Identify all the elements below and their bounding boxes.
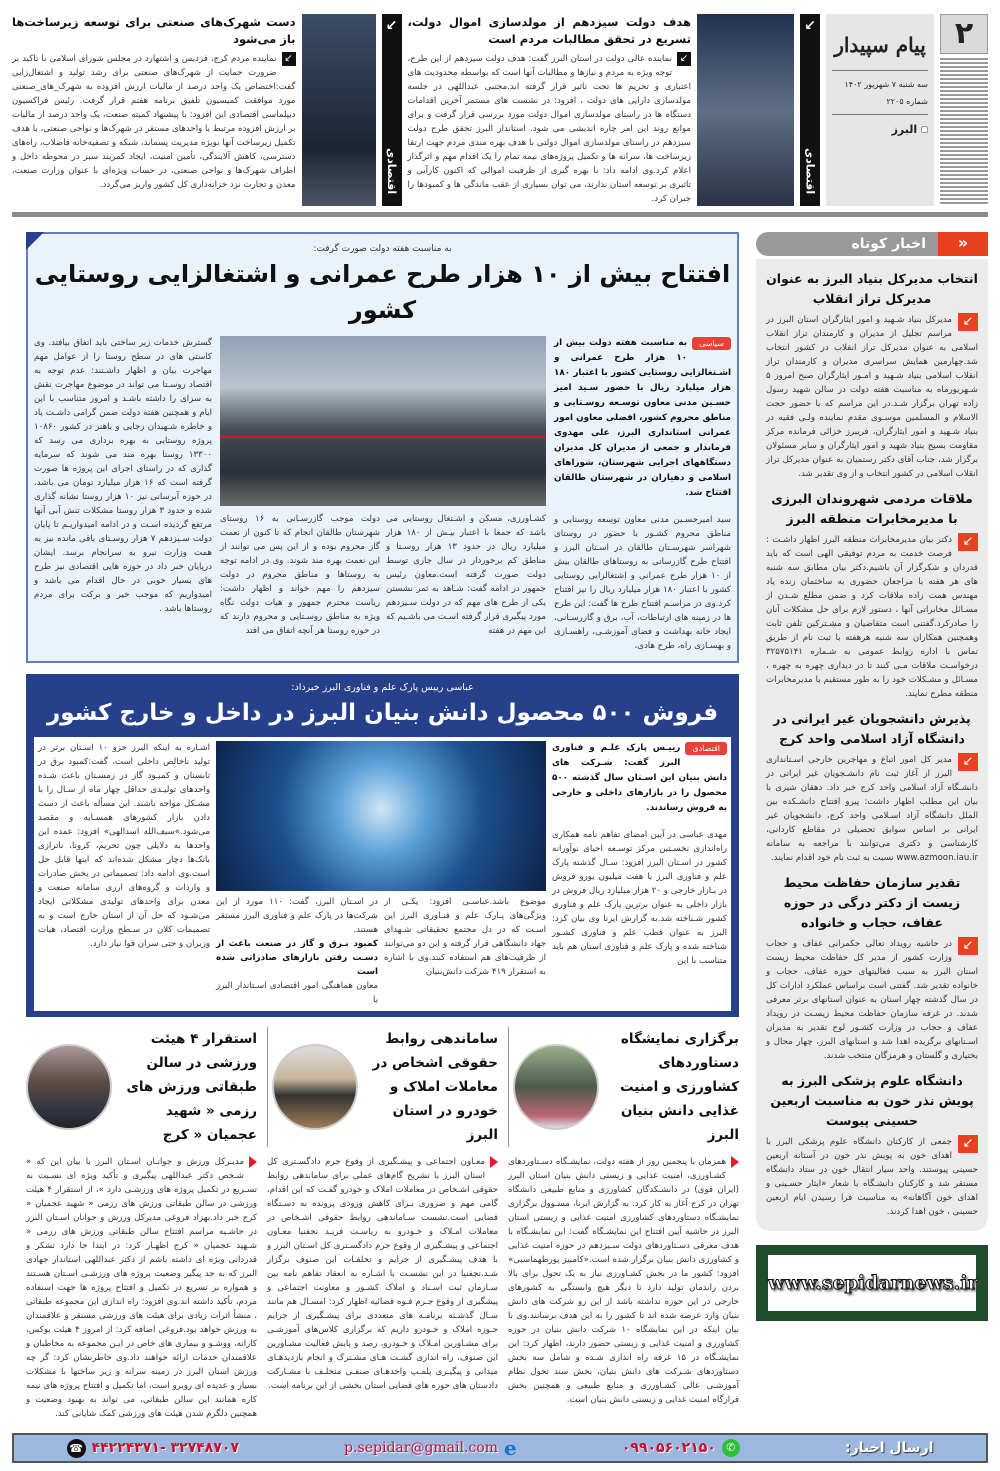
triangle-icon [249,1156,257,1168]
short-news-header: « اخبار کوتاه [756,232,988,256]
lead-column: سیاسی به مناسبت هفته دولت بیش از ۱۰ هزار طرح عمرانی و اشـتغالزایی روستایی کشور با اعتبار ۱۸۰ هزار میلیارد ریال با حضور سـید امیر حسـین مدنی معاون توسـعه روسـتایی و مناطق محروم کشور، افضلی معاون امور عمرانی استانداری البرز، علی مهدوی فرماندار و جمعی از مدیران کل مدیران دستگاههای اجرایی شهرستان، شوراهای اسلامی و دهیاران در شهرستان طالقان افتتاح شد. سید امیرحسـین مدنی معاون توسعه روستایی و مناطق محروم کشـور با حضور در روستای شهراسر شهرسـتان طالقان در اسـتان البرز و افتتاح طرح گازرسانی به روستاهای طالقان بیش از ۱۰ هزار طرح عمرانی و اشتغالزایی روستایی کشور با اعتبار ۱۸۰ هزار میلیارد ریال را نیز افتتاح کرد.وی در مراسـم افتتاح طرح ها گفت: این طرح ها در زمینه های ارتباطات، آب، برق و گازرسـانی، ایجاد خانه بهداشت و فضای آموزشـی، راهسـازی و بهسـازی راه، طرح هادی، [554,338,731,651]
section-tab: ↙ اقتصادی [382,14,402,206]
kicker: به مناسبت هفته دولت صورت گرفت: [313,244,452,254]
story-photo-circle [26,1044,112,1130]
main-story [26,232,739,663]
masthead [826,14,934,206]
section-tab: ↙ اقتصادی [800,14,820,206]
main-area [12,232,988,1421]
region: البرز [891,123,918,136]
bottom-story: ساماندهی روابط حقوقی اشخاص در معاملات املاک و خودرو در استان البرز معـاون اجتماعی و پیشـگیری از وقوع جرم دادگسـتری کل استان البرز با تشریح گام‌های عملی برای ساماندهی روابط حقوقی اشـخاص در معاملات املاک و خودرو گفـت که این اقدام، گامی مهم و ضروری بـرای کاهش ورودی پرونده به دسـتگاه قضایی است.نشست سـاماندهی روابط حقوقی اشـخاص در معاملات امـلاک و خـودرو به ریاسـت فریـد نجفنیا معـاون اجتماعی و پیشـگیری از وقوع جرم دادگسـتری کل اسـتان البرز و با هدف پیشـگیری از جرایم و تخلفـات این صنوف برگزار شـد.نجفنیا در این نشسـت با اشـاره به انعقاد تفاهم نامه بین سـازمان ثبت اسـناد و املاک کشـور و معاونت اجتماعی و پیشگیری از وقوع جـرم قـوه قضائیه اظهار کرد: امسـال هم مانند سـال گذشـته برنامـه های متعددی برای پیشـگیری از جرایم حـوزه املاک و خـودرو داریم که برگزاری کلاس‌های آموزشـی برای مشـاورین امـلاک و خـودرو، رصد و پایش فعالیت مشـاورین این صنوف، راه اندازی گشـت هـای مشـترک و انجام بازدیدهـای میدانی و پیگیـری پلمـپ واحدهـای صنفـی متخلـف با مشـارکت دادستان های حوزه های قضایی استان بخشی از این برنامه است. [267,1027,498,1421]
arrow-icon: ↙ [677,52,691,66]
arrow-icon: ↙ [282,52,296,66]
top-story-2: دست شهرک‌های صنعتی برای توسعه زیرساخت‌ها باز می‌شود ↙ نماینده مردم کرج، فردیس و اشتهارد در مجلس شورای اسلامی با تاکید بر ضرورت حمایت از شهرک‌های صنعتی برای رشد تولید و اشتغال‌زایی گفت:اختصاص یک واحد درصد از مالیات ارزش افزوده به شهرک_های_صنعتی مورد موافقت کمیسیون تلفیق برنامه هفتم قرار گرفت. رئیس فراکسیون دیپلماسی اقتصادی این افزود: با پیشنهاد کمیته صنعت، یک واحد درصد از مالیات بر ارزش افزوده مرتبط با واحدهای مستقر در شهرک‌ها و نواحی صنعتی، با هدف تکمیل زیرساخت آنها بویژه مدیریت پسماند، شبکه و تصفیه‌خانه فاضلاب، راه‌های دسترسی، کاهش آلایندگی، تأمین امنیت، ایجاد کمربند سبز در محوطه داخل و اطراف شهرک‌ها و نواحی صنعتی، در حساب ویژه‌ای با عنوان وزارت صنعت، معدن و تجارت نزد خزانه‌داری کل کشور واریز می‌گردد. [12,15,296,190]
category-badge: سیاسی [692,337,731,350]
whatsapp-number[interactable]: ۰۹۹۰۵۶۰۲۱۵۰ [621,1440,716,1456]
footer-label: ارسال اخبار: [845,1440,934,1456]
short-news-item: پذیرش دانشجویان غیر ایرانی در دانشگاه آزاد اسلامی واحد کرج ↙ مدیر کل امور اتباع و مهاجرین خارجی اسـتانداری البرز از آغاز ثبت نام دانشـجویان غیر ایرانی در دانشـگاه آزاد اسلامی واحد کرج خبر داد. دهقان شیری با بیان این مطلب اظهار داشت: پیرو افتتاح دانشـکده بین الملل دانشگاه آزاد اسـلامی واحد کرج، دانشجویان غیر ایرانی بر اساس سوابق تحصیلی در مقاطع کاردانی، کارشناسی و دکتری می‌توانند با مراجعه به سامانه www.azmoon.iau.ir نسبت به ثبت نام خود اقدام نمایند. [766,711,978,863]
column: کشـاورزی، مسکن و اشـتغال روستایی می باشد که جمعا با اعتبار بیـش از ۱۸۰ هزار میلیارد ریال در حدود ۱۳ هزار روسـتا و مناطق کم برخوردار در سال جاری توسط دولت صورت گرفته است.معاون رئیس جمهور در ادامه گفت: شـاهد به ثمر نشستن یکی از طرح های مهم که در دولت سـیزدهم مورد پیگیری قرار گرفته اسـت می باشـیم که این مهم در هفته [386,514,546,636]
chevrons-left-icon: « [938,232,988,256]
headline: افتتاح بیش از ۱۰ هزار طرح عمرانی و اشتغالزایی روستایی کشور [34,260,731,324]
content-column [26,232,739,1421]
arrow-icon: ↙ [958,753,978,771]
main-photo [220,336,546,506]
issue-date: سه شنبه ۷ شهریور ۱۴۰۲ [844,80,928,89]
science-photo [216,741,546,891]
column: موضوع باشد.عباسـی افزود: یکـی از ویژگی‌های پـارک علم و فنـاوری البرز این اسـت که در دل مجتمع تحقیقاتی شـهدای جهاد دانشگاهی قرار گرفته و این دو می‌توانند از ظرفیت‌های هم استفاده کنند.وی با اشاره به استقرار ۴۱۹ شرکت دانش‌بنیان [384,897,546,977]
column: در اسـتان البرز، گفت: ۱۱۰ مورد از این شرکت‌ها در پارک علم و فناوری البرز مستقر هستند. کمبود بـرق و گاز در صنعت باعث از دسـت رفتن بازارهای صادراتی شده است معاون هماهنگی امور اقتصادی اسـتاندار البرز با [216,897,378,1005]
headline: ساماندهی روابط حقوقی اشخاص در معاملات املاک و خودرو در استان البرز [372,1031,498,1143]
top-strip [12,0,988,206]
triangle-icon [731,1156,739,1168]
column: دولت موجب گازرسـانی به ۱۶ روستای شهرستان طالقان انجام که تا کنون از نعمت گاز محروم بوده و از این پس می توانند از این نعمت بهره مند شوند. وی در ادامه توجه به روستاها و مناطق محروم در دولت سیزدهم را مهم خواند و اظهار داشت: ریاست محترم جمهور و هیات دولت نگاه ویژه به مناطق روسـتایی و محروم دارند که در حوزه روستا هر آنچه اتفاق می افتد [220,514,381,636]
story-photo [697,14,794,206]
story-photo-circle [513,1044,599,1130]
whatsapp-icon: ✆ [722,1439,740,1457]
column: اشـاره به اینکه البرز جزو ۱۰ اسـتان برتر در تولید ناخالص داخلی است، گفت:کمبود برق در تابستان و کمبـود گاز در زمسـتان باعث شـده واحدهای تولیـدی حداقل چهار ماه از سـال را با مشـکل مواجه باشند. این مسأله باعث از دست دادن بازار کشورهای همسـایه و مقصد می‌شود.»سیف‌الله اسدالهی» افزود: عمده این واحدها به دلایلی چون تحریم، کرونا، ناترازی بانک‌ها دچار مشکل شده‌اند که اینها قابل حل است.وی ادامه داد: تصمیماتی در بخش صادرات و واردات و گروه‌های ارزی سامانه صنعت و معدن برای واحدهای تولیدی مشکلاتی ایجاد می‌شـود که حل آن از استان خارج است و به تصمیمات کلان در سـطح وزارت اقتصاد، هیات وزیران و حتی سران قوا نیاز دارد. [38,743,210,949]
corner-decoration [26,232,44,250]
headline: برگزاری نمایشگاه دستاوردهای کشاورزی و امنیت غذایی دانش بنیان البرز [619,1031,739,1143]
divider [12,212,988,217]
arrow-icon: ↙ [958,1135,978,1153]
issue-number: شماره ۲۲۰۵ [832,96,928,115]
email-link[interactable]: p.sepidar@gmail.com [344,1440,498,1456]
ribbon [220,436,546,438]
arrow-icon: ↙ [958,313,978,331]
subheading: کمبود بـرق و گاز در صنعت باعث از دسـت رفتن بازارهای صادراتی شده است [216,939,378,977]
striped-decoration [940,58,988,206]
phone-numbers[interactable]: ۳۲۷۴۸۷۰۷ -۴۴۲۲۴۳۷۱ [91,1440,239,1456]
short-news-item: ملاقات مردمی شهروندان البرزی با مدیرمخابرات منطقه البرز ↙ دکتر بیان مدیرمخابرات منطقه البرز اظهار داشـت : فرصت خدمت به مردم توفیقی الهی است که باید قدردان و شکرگزار آن باشیم.دکتر بیان مطابق سه شنبه های هر هفته با مراجعان حضوری به ساختمان زنده یاد مهندس همت زاده ملاقات کرد و ضمن مطلع شـدن از مسـائل مخابراتی آنها ، دستور لازم برای حل مشکلات آنان را صادرکرد.گفتنی است متقاضیان و مشـترکین تلفن ثابت وهمچنین همکاران سه شنبه هرهفته با ثبت نام از طریق تماس با اداره روابط عمومی به شـماره ۳۲۵۷۵۱۴۱ درخواسـت ملاقات مـی کنند تا در دیداری چهره به چهره ، مسـائل و مشـکلات خود را به طور مستقیم با مدیرمخابرات منطقه مطرح نمایند. [766,491,978,699]
lead-column: اقتصادی رییـس پارک علـم و فناوری البرز گفت: شـرکت های دانش بنیان این اسـتان سال گذشته ۵۰۰ محصول را در بازارهای داخلی و خارجی به فروش رساندند. مهدی عباسی در آیین امضای تفاهم نامه همکاری راه‌اندازی نخسـتین مرکز توسـعه احیای نوآورانه کشور در اسـتان البرز افزود: سـال گذشته پارک علم و فناوری البرز با هفت میلیون یورو فروش در بـازار خارجی و ۲۰ هزار میلیارد ریال فروش در بازار داخلی به عنوان برترین پارک علم و فناوری کشور شـناخته شد.به گزارش ایرنا وی بیان کرد: البرز به عنوان قطب علم و فناوری کشـور شناخته شده و پارک علم و فناوری استان هم باید متناسب با این [552,743,728,966]
short-news-item: تقدیر سازمان حفاظت محیط زیست از دکتر درگی در حوزه عفاف، حجاب و خانواده ↙ در حاشیه رویداد تعالی حکمرانی عفاف و حجاب وزارت کشور از مدیر کل حفاظت محیط زیست استان البرز به سبب فعالیتهای حوزه عفاف، حجاب و خانواده تقدیر شد. گفتنی است براساس عملکرد ادارات کل در سال گذشته چهار استان به عنوان استانهای برتر معرفی شدند. در غرفه سازمان حفاظت محیط زیسـت در رویداد عفاف و حجاب در وزارت کشـور لوح تقدیر به مدیران اسـتانهای برگزیده اهدا شد و استانهای البرز، چهار محال و بختیاری و گلستان و هرمزگان منتخب شدند. [766,875,978,1061]
arrow-icon: ↙ [958,937,978,955]
top-story-1: هدف دولت سیزدهم از مولدسازی اموال دولت، تسریع در تحقق مطالبات مردم است ↙ نماینده عالی دولت در استان البرز گفت: هدف دولت سیزدهم از این طرح، توجه ویژه به مردم و نیازها و مطالبات آنها است که بواسطه محدودیت های اعتباری و تحریم ها تحت تاثیر قرار گرفته اند.مجتبی عبداللهی در جلسه مولدسازی دارایی های دولت ، افزود: در نشست های مستمر آخرین اقدامات دستگاه ها در راستای مولدسازی اموال دولت مورد بررسی قرار گرفت و برای موانع روند این امر چاره اندیشی می شود. استاندار البرز تحقق طرح دولت سیزدهم در راستای مولدسازی اموال دولتی با هدف بهره مندی مردم جهت ارتقا زیرساخت ها، سرانه ها و تکمیل پروژه‌های نیمه تمام را یک اقدام مهم و اثرگذار اعلام کرد.وی ادامه داد: با بهره گیری از ظرفیت اموالی که اکنون کارآیی و تاثیری بر توسعه استان ندارند، می توان بسیاری از عقب ماندگی ها و کمبودها را جبران کرد. [407,15,691,204]
column: گسترش خدمات زیر ساختی باید اتفاق بیافتد. وی کاستی های در سطح روستا را از عوامل مهم مهاجرت بیان و اظهار داشـتند: عدم توجه به اقتصاد روسـتا می تواند در موضوع مهاجرت نقش به سزای را داشته باشـد و امروز متناسب با این ایام و همچنین هفته دولت ضمن گرامی داشـت یاد و خاطره شـهیدان رجایی و باهنر در کشور ۱۰۸۶۰ پروژه روستایی به بهره برداری می رسد که ۱۳۳۰۰ روستا بهره مند می شوند که سرمایه گذاری که در راستای اجرای این پروژه ها صورت گرفته است که ۱۶ هزار میلیارد تومان می باشد. در حوزه آبرسانی نیز ۱۰ هزار روستا نشانه گذاری شده و حدود ۳ هزار روستا مشکلات تنش آبی آنها مرتفع گردیده اسـت و در ادامه امیدواریـم تا پایان دولت سـیزدهم ۷ هزار روسـتای باقی مانده نیز به همت وزارت نیرو به سرانجام برسد. ایشان درپایان خبر داد در حوزه هایی اقتصادی نیز طرح های بسیار خوبی در حال اقدام می باشد و امیدواریم که موجب خیر و برکت برای مردم روستاها باشد . [34,338,213,614]
arrow-down-left-icon: ↙ [385,18,398,34]
bottom-story: استقرار ۴ هیئت ورزشی در سالن طبقاتی ورزش های رزمی « شهید عجمیان « کرج مدیـرکل ورزش و جوانـان اسـتان البرز با بیان این که « شـخص دکتر عبداللهی پیگیری و تأکید ویژه ای نسـبت به تسـریع در تکمیل پروژه های ورزشـی دارد »، از استقرار ۴ هیئت ورزشی در سالن طبقاتی ورزش های رزمی « شهید عجمیان « کرج خبر داد.بهزاد فروغی مدیرکل ورزش و جوانان اسـتان البرز در حاشـیه مراسم افتتاح سالن طبقاتی ورزش های رزمی « شـهید عجمیان « کرج اظهـار کرد: در ابتدا جا دارد تشکر و قدردانی ویژه ای داشته باشم از دکتر عبداللهی استاندار جهادی البرز که به جد پیگیر وضعیت پروژه های ورزشـی اسـتان هسـتند و همواره بر تسریع در تکمیل و افتتاح پروژه ها جهت استفاده مردم، تأکید داشته اند.وی افزود: راه اندازی این مجموعه طبقاتی ، منشأ اثرات زیادی برای هیئت های ورزشی مستقر و علاقمندان به ورزش خواهد بود.فروغی اضافه کرد: از امروز ۴ هیئت بوکس، کاراته، ووشـو و بیماری های خاص در ایـن مجموعه به مخاطبان و علاقمندان خدمات ارائه خواهند داد.وی خاطرنشان کرد: گر چه ورزش استان البرز در زمینه سرانه و زیر ساختها با مشکلات بسیار و عدیده ای روبرو است، اما تکمیل و افتتاح پروژه های نیمه کاره همانند این سالن طبقاتی، می تواند به بهبود وضعیت و همچنین دلگرم شدن هیئت های ورزشی کمک شایانی کند. [26,1027,257,1421]
category-badge: اقتصادی [685,742,727,755]
headline: دست شهرک‌های صنعتی برای توسعه زیرساخت‌ها باز می‌شود [12,15,296,46]
bottom-story: برگزاری نمایشگاه دستاوردهای کشاورزی و امنیت غذایی دانش بنیان البرز همزمان با پنجمین روز از هفته دولت، نمایشـگاه دسـتاوردهای کشـاورزی، امنیت غذایی و زیستی دانش بنیان استان البرز (ایران قوی) در دانشـکدگان کشاورزی و منابع طبیعی دانشگاه تهران در کرج آغاز به کار کرد. به گزارش ایرنا، مسـوول برگزاری نمایشـگاه دستاوردهای کشاورزی امنیت غذایی و زیستی استان البرز در حاشیه آیین افتتاح این نمایشـگاه گفت: این نمایشـگاه با هدف معرفی دسـتاوردهای دولت سـیزدهم در حوزه امنیت غذایی و کشاورزی دانش بنیان برگزار شده است.«کامبیز پورطهماسبی» افزود: کشور ما در بخش کشـاورزی نیاز به یک تحول برای بالا بردن راندمان تولید دارد تا دیگر هیچ وابستگی به کشورهای خارجی در این حوزه نداشته باشد از این رو شرکت های دانش بنیان وارد عرصه شده اند تا کشور را به این هدف برسانند.وی با بیان اینکه در این نمایشگاه ۱۰ شرکت دانش بنیان در حوزه کشاورزی و امنیت غذایی و زیستی حضور دارند، اظهار کرد: این نمایشـگاه در ۱۵ غرفه راه اندازی شـده و شامل سه بخش دستاوردهای شـرکت های دانش بنیان، بخش سند تحول نظام آموزشـی عالی کشـاورزی و منابع طبیعی و همچنین بخش قرارگاه امنیت غذایی و زیستی دانش بنیان است. [508,1027,739,1421]
story-photo-circle [272,1044,358,1130]
arrow-icon: ↙ [958,533,978,551]
footer-contact-bar [12,1433,988,1463]
logo: پیام سپیدار [832,20,928,71]
short-news-panel [756,259,988,1231]
kicker: عباسی رییس پارک علم و فناوری البرز خبرداد: [291,682,474,693]
page-number-column [940,14,988,206]
headline: هدف دولت سیزدهم از مولدسازی اموال دولت، تسریع در تحقق مطالبات مردم است [407,15,691,46]
bullet-icon [921,126,928,133]
science-story [26,674,739,1017]
email-e-icon: e [503,1436,517,1460]
short-news-column [756,232,988,1321]
triangle-icon [490,1156,498,1168]
bottom-stories [26,1027,739,1421]
headline: استقرار ۴ هیئت ورزشی در سالن طبقاتی ورزش های رزمی « شهید عجمیان « کرج [126,1031,257,1143]
arrow-down-left-icon: ↙ [804,18,816,34]
short-news-item: انتخاب مدیرکل بنیاد البرز به عنوان مدیرکل تراز انقلاب ↙ مدیرکل بنیاد شـهید و امور ایثارگران استان البرز در مراسم تجلیل از مدیران و کارمندان تراز انقلاب اسلامی به عنوان مدیرکل تراز انقلاب در کشور انتخاب شد.چهارمین همایش سراسری مدیران و کارمندان تراز انقلاب اسلامی بنیاد شـهید و امـور ایثارگران صبح امروز ۵ شـهریورماه به مناسبت هفته دولت در سالن شهید رسول زاده تهران برگزار شـد.در این مراسم که با حضور حجت الاسلام و المسلمین موسـوی مقدم نماینده ولـی فقیه در بنیاد شـهید و امور ایثارگران، فریبرز خزائی فرمانده مرکز مقاومت بسیج بنیاد شهید و امور ایثارگران و سایر مسئولان برگزار شد، جناب آقای دکتر رستمیان به عنوان مدیرکل تراز انقلاب اسلامی در کشور انتخاب و از وی تقدیر شد. [766,271,978,479]
phone-icon: ☎ [67,1439,86,1458]
story-photo [302,14,376,206]
page-number-box: ۲ [940,14,988,54]
website-box[interactable]: www.sepidarnews.ir [756,1245,988,1321]
headline: فروش ۵۰۰ محصول دانش بنیان البرز در داخل و خارج کشور [46,700,719,726]
short-news-item: دانشگاه علوم پزشکی البرز به پویش نذر خون به مناسبت اربعین حسینی پیوست ↙ جمعی از کارکنان دانشگاه علوم پزشکی البرز با اهدای خون به پویش نذر خون در آستانه اربعین حسینی پیوستند. واحد سیار انتقال خون در ستاد دانشگاه مستقر شد و کارکنان دانشـگاه با شعار «ایثار حسـینی و اهدای خون آگاهانه» به مناسبت فرا رسیدن ایام اربعین حسینی ، خون اهدا کردند. [766,1073,978,1217]
